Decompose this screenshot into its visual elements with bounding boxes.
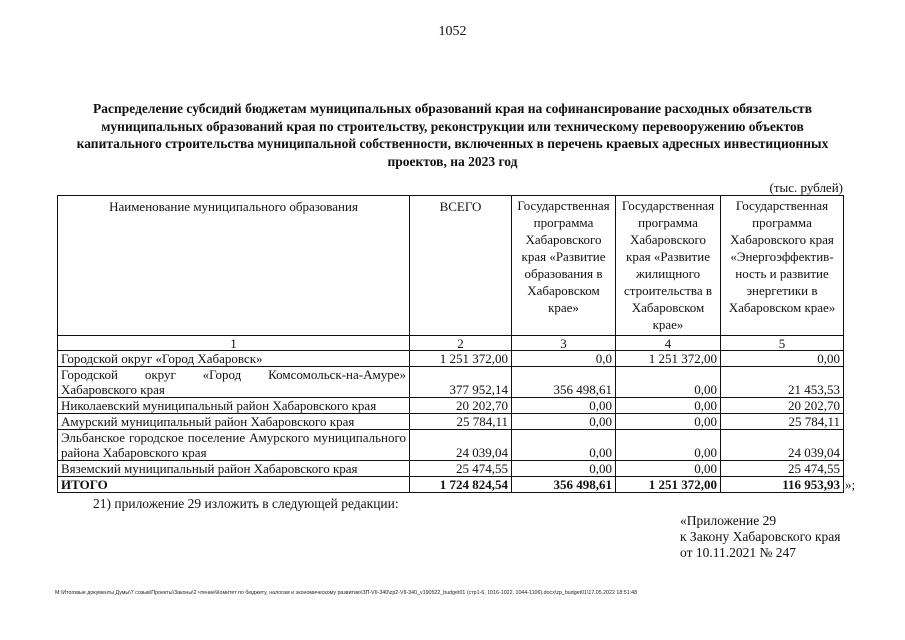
total-energy: 116 953,93 [721,477,844,493]
row-total: 20 202,70 [410,398,512,414]
header-name: Наименование муниципального образования [58,196,410,336]
column-number: 4 [616,336,721,351]
table-row [58,461,844,477]
total-row [58,477,844,493]
row-housing: 0,00 [616,398,721,414]
closing-quote: »; [845,477,856,492]
row-housing: 1 251 372,00 [616,351,721,367]
column-number: 3 [512,336,616,351]
row-housing: 0,00 [616,430,721,461]
appendix-line: от 10.11.2021 № 247 [680,545,796,560]
header-education-program: Государственная программа Хабаровского края «Развитие образования в Хабаровском крае» [512,196,616,336]
row-housing: 0,00 [616,367,721,398]
appendix-reference [680,513,841,561]
row-total: 25 784,11 [410,414,512,430]
row-name: Вяземский муниципальный район Хабаровского края [58,461,410,477]
row-energy: 24 039,04 [721,430,844,461]
total-sum: 1 724 824,54 [410,477,512,493]
table-row [58,414,844,430]
row-name: Николаевский муниципальный район Хабаровского края [58,398,410,414]
table-row [58,398,844,414]
row-name: Городской округ «Город Комсомольск-на-Амуре» Хабаровского края [58,367,410,398]
total-housing: 1 251 372,00 [616,477,721,493]
row-education: 356 498,61 [512,367,616,398]
column-number: 1 [58,336,410,351]
page-number: 1052 [438,24,467,39]
column-number: 2 [410,336,512,351]
row-education: 0,00 [512,414,616,430]
row-education: 0,00 [512,461,616,477]
total-education: 356 498,61 [512,477,616,493]
appendix-line: к Закону Хабаровского края [680,529,841,544]
row-name: Амурский муниципальный район Хабаровского края [58,414,410,430]
row-name: Эльбанское городское поселение Амурского муниципального района Хабаровского края [58,430,410,461]
row-education: 0,00 [512,398,616,414]
footer-file-path: M:\Итоговые документы Думы\7 созыв\Проекты\Законы\2 чтение\Комитет по бюджету, налогам и экономическому развитию\ЗП-VII-340\zp2-VII-340_v190522_budget01 (стр1-6, 1016-1022, 1044-1106).docx\zp_budget01\17.05.2022 18:51:48 [55,590,638,596]
header-total: ВСЕГО [410,196,512,336]
row-name: Городской округ «Город Хабаровск» [58,351,410,367]
row-energy: 25 474,55 [721,461,844,477]
appendix-line: «Приложение 29 [680,513,777,528]
row-total: 25 474,55 [410,461,512,477]
column-number-row [58,336,844,351]
row-education: 0,00 [512,430,616,461]
header-energy-program: Государственная программа Хабаровского края «Энергоэффектив-ность и развитие энергетики в Хабаровском крае» [721,196,844,336]
subsidies-table [57,195,844,493]
row-total: 1 251 372,00 [410,351,512,367]
row-energy: 0,00 [721,351,844,367]
table-row [58,351,844,367]
column-number: 5 [721,336,844,351]
row-housing: 0,00 [616,414,721,430]
header-housing-program: Государственная программа Хабаровского края «Развитие жилищного строительства в Хабаровском крае» [616,196,721,336]
row-education: 0,0 [512,351,616,367]
total-label: ИТОГО [58,477,410,493]
table-header-row [58,196,844,336]
row-total: 377 952,14 [410,367,512,398]
document-title: Распределение субсидий бюджетам муниципальных образований края на софинансирование расходных обязательств муниципальных образований края по строительству, реконструкции или техническому перевооружению объектов капитального строительства муниципальной собственности, включенных в перечень краевых адресных инвестиционных проектов, на 2023 год [76,101,829,169]
row-energy: 25 784,11 [721,414,844,430]
units-label: (тыс. рублей) [769,180,843,195]
row-housing: 0,00 [616,461,721,477]
row-energy: 21 453,53 [721,367,844,398]
table-row [58,367,844,398]
table-row [58,430,844,461]
row-total: 24 039,04 [410,430,512,461]
amendment-item-21: 21) приложение 29 изложить в следующей редакции: [93,496,399,511]
row-energy: 20 202,70 [721,398,844,414]
